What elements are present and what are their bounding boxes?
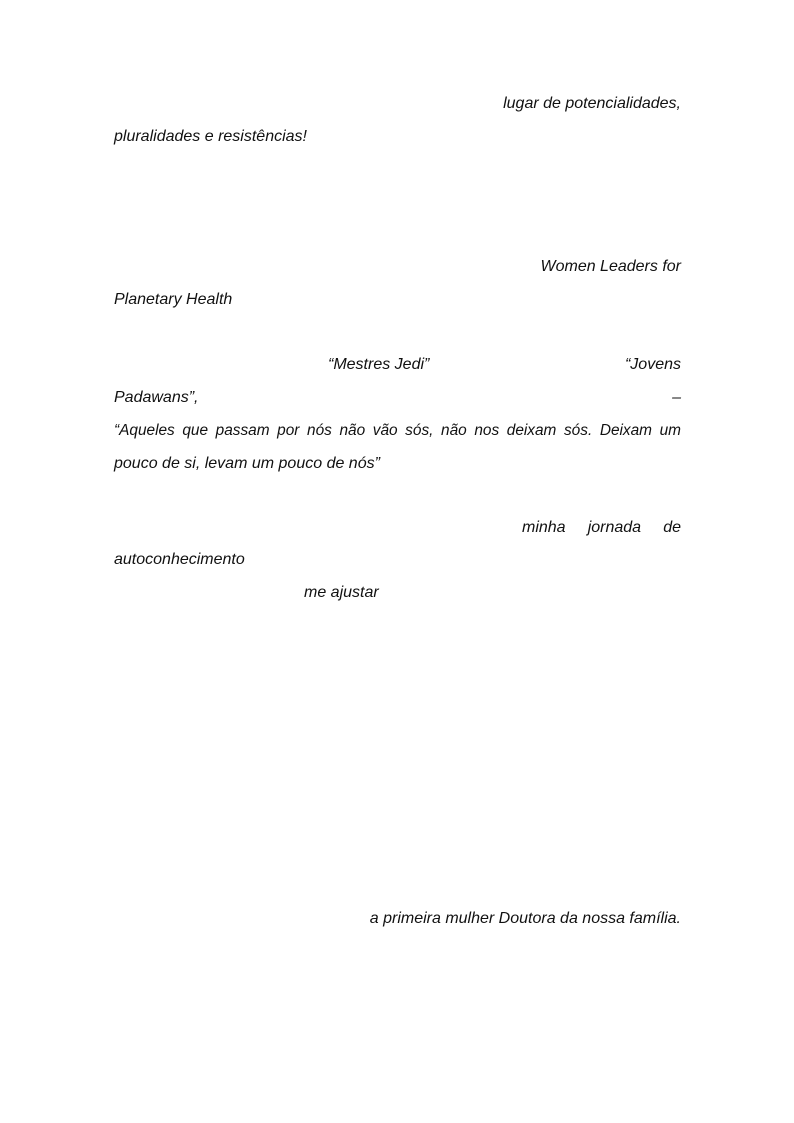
text-line-6a: Padawans”, [114,389,199,406]
text-line-1: lugar de potencialidades, [503,95,681,112]
text-line-6b: – [672,389,681,406]
text-line-9: minha jornada de [522,519,681,536]
text-line-10: autoconhecimento [114,551,245,568]
text-line-8: pouco de si, levam um pouco de nós” [114,455,380,472]
text-line-7: “Aqueles que passam por nós não vão sós, não nos deixam sós. Deixam um [114,422,681,439]
text-line-5b: “Jovens [624,356,681,373]
text-line-12: a primeira mulher Doutora da nossa família. [369,910,681,927]
text-line-5a: “Mestres Jedi” [328,356,430,373]
text-line-11: me ajustar [304,584,379,601]
text-line-2: pluralidades e resistências! [114,128,307,145]
text-line-3: Women Leaders for [540,258,681,275]
text-line-4: Planetary Health [114,291,233,308]
